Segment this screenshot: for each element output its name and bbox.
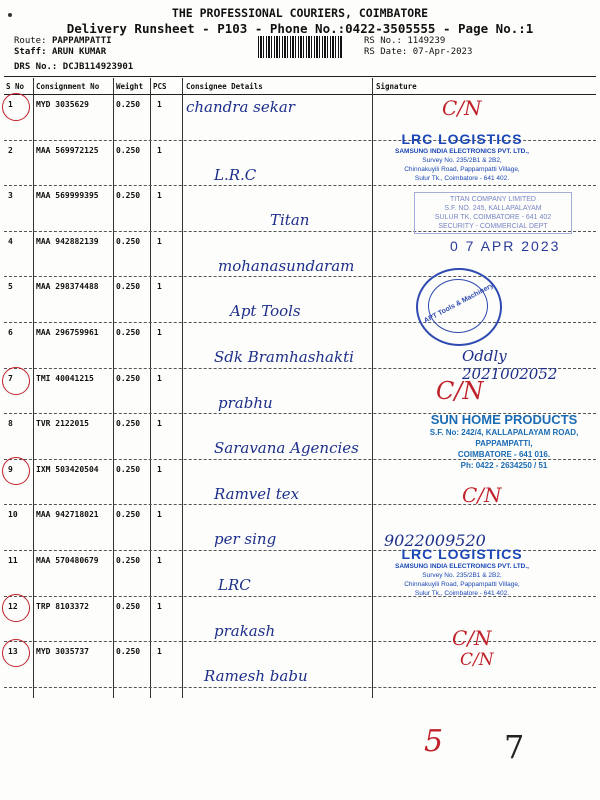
row-consignee-handwriting: Apt Tools: [230, 302, 301, 321]
col-divider-3: [150, 78, 151, 698]
row-consignee-handwriting: Saravana Agencies: [214, 439, 359, 458]
lrc-logistics-stamp-2: LRC LOGISTICS SAMSUNG INDIA ELECTRONICS PVT. LTD., Survey No. 235/2B1 & 2B2, Chinnakuyili Road, Pappampatti Village, Sulur Tk., Coimbatore - 641 402.: [395, 546, 529, 597]
col-divider-4: [182, 78, 183, 698]
row-pcs: 1: [157, 100, 162, 109]
row-sno: 5: [8, 282, 13, 292]
row-weight: 0.250: [116, 373, 141, 383]
row-pcs: 1: [157, 145, 162, 155]
row-pcs: 1: [157, 601, 162, 611]
table-row-divider: [4, 276, 596, 277]
row-sno: 4: [8, 236, 13, 246]
row-weight: 0.250: [116, 556, 141, 565]
row-sno: 7: [8, 373, 13, 383]
row-pcs: 1: [157, 419, 162, 429]
row-consignee-handwriting: Ramvel tex: [214, 484, 300, 503]
row-weight: 0.250: [116, 647, 141, 657]
table-row-divider: [4, 322, 596, 323]
row-sno: 8: [8, 419, 13, 429]
table-row-divider: [4, 185, 596, 186]
rs-no-line: RS No.: 1149239: [364, 36, 446, 46]
apt-tools-seal: APT Tools & Machinery: [416, 268, 502, 346]
row-sno: 1: [8, 100, 13, 109]
row-consignment-no: MYD 3035629: [36, 100, 89, 109]
row-pcs: 1: [157, 282, 162, 292]
route-value: PAPPAMPATTI: [51, 36, 112, 46]
red-circle-mark: [2, 457, 30, 485]
rs-date-line: RS Date: 07-Apr-2023: [364, 47, 473, 57]
rs-no-value: 1149239: [407, 36, 446, 46]
col-header-weight: Weight: [116, 82, 144, 91]
row-consignment-no: MYD 3035737: [36, 647, 89, 657]
row-sno: 9: [8, 464, 13, 474]
signature-row-10: 9022009520: [384, 531, 486, 550]
row-pcs: 1: [157, 373, 162, 383]
row-weight: 0.250: [116, 191, 141, 201]
signature-row-12: C/N: [452, 626, 492, 650]
row-consignment-no: MAA 942718021: [36, 510, 99, 520]
table-header-line: [4, 94, 596, 95]
company-title: THE PROFESSIONAL COURIERS, COIMBATORE: [171, 6, 429, 20]
row-weight: 0.250: [116, 100, 141, 109]
row-consignment-no: MAA 569999395: [36, 191, 99, 201]
red-circle-mark: [2, 639, 30, 667]
signature-row-1: C/N: [442, 96, 482, 120]
col-header-pcs: PCS: [153, 82, 167, 91]
row-consignee-handwriting: prabhu: [218, 393, 273, 412]
row-weight: 0.250: [116, 145, 141, 155]
row-consignee-handwriting: mohanasundaram: [218, 256, 355, 275]
footer-mark-right: 7: [504, 728, 525, 766]
table-row-divider: [4, 687, 596, 688]
col-divider-2: [113, 78, 114, 698]
row-consignee-handwriting: Sdk Bramhashakti: [214, 348, 354, 366]
table-row-divider: [4, 641, 596, 642]
date-stamp: 0 7 APR 2023: [450, 238, 561, 254]
row-pcs: 1: [157, 556, 162, 565]
drs-line: DRS No.: DCJB114923901: [14, 62, 134, 72]
row-pcs: 1: [157, 510, 162, 520]
col-header-signature: Signature: [376, 82, 417, 91]
row-pcs: 1: [157, 236, 162, 246]
row-pcs: 1: [157, 328, 162, 337]
row-consignment-no: MAA 569972125: [36, 145, 99, 155]
row-consignee-handwriting: per sing: [214, 530, 277, 549]
row-weight: 0.250: [116, 464, 141, 474]
red-circle-mark: [2, 594, 30, 622]
sun-home-products-stamp: SUN HOME PRODUCTS S.F. No: 242/4, KALLAPALAYAM ROAD, PAPPAMPATTI, COIMBATORE - 641 016. Ph: 0422 - 2634250 / 51: [429, 412, 579, 470]
red-circle-mark: [2, 367, 30, 395]
row-consignee-handwriting: L.R.C: [214, 165, 257, 184]
drs-value: DCJB114923901: [62, 62, 134, 72]
row-sno: 6: [8, 328, 13, 337]
col-divider-5: [372, 78, 373, 698]
barcode: [258, 36, 342, 58]
row-weight: 0.250: [116, 328, 141, 337]
lrc-logistics-stamp-1: LRC LOGISTICS SAMSUNG INDIA ELECTRONICS PVT. LTD., Survey No. 235/2B1 & 2B2, Chinnakuyili Road, Pappampatti Village, Sulur Tk., Coimbatore - 641 402.: [395, 131, 529, 182]
row-sno: 13: [8, 647, 18, 657]
row-consignee-handwriting: LRC: [218, 576, 251, 594]
row-weight: 0.250: [116, 510, 141, 520]
row-consignment-no: TRP 8103372: [36, 601, 89, 611]
row-weight: 0.250: [116, 601, 141, 611]
row-consignment-no: IXM 503420504: [36, 464, 99, 474]
staff-line: Staff: ARUN KUMAR: [14, 47, 107, 57]
row-consignee-handwriting: chandra sekar: [186, 98, 295, 116]
rs-date-value: 07-Apr-2023: [412, 47, 473, 57]
footer-mark-left: 5: [424, 724, 444, 759]
row-pcs: 1: [157, 464, 162, 474]
row-sno: 12: [8, 601, 18, 611]
row-pcs: 1: [157, 191, 162, 201]
row-sno: 10: [8, 510, 18, 520]
row-consignment-no: MAA 942882139: [36, 236, 99, 246]
table-top-line: [4, 76, 596, 77]
row-consignment-no: MAA 296759961: [36, 328, 99, 337]
row-sno: 3: [8, 191, 13, 201]
row-consignee-handwriting: Ramesh babu: [204, 667, 308, 686]
signature-row-7: C/N: [436, 377, 484, 405]
table-row-divider: [4, 504, 596, 505]
col-header-consignment: Consignment No: [36, 82, 100, 91]
row-consignee-handwriting: prakash: [214, 621, 276, 640]
signature-row-9: C/N: [462, 483, 502, 507]
row-consignment-no: TMI 40041215: [36, 373, 94, 383]
red-circle-mark: [2, 93, 30, 121]
row-consignee-handwriting: Titan: [270, 211, 310, 230]
col-divider-1: [33, 78, 34, 698]
runsheet-subtitle: Delivery Runsheet - P103 - Phone No.:0422-3505555 - Page No.:1: [66, 21, 534, 36]
row-consignment-no: TVR 2122015: [36, 419, 89, 429]
signature-row-13: C/N: [460, 650, 494, 670]
col-header-sno: S No: [6, 82, 25, 91]
titan-stamp: TITAN COMPANY LIMITED S.F. NO. 245, KALLAPALAYAM SULUR TK, COIMBATORE - 641 402 SECURITY - COMMERCIAL DEPT: [414, 192, 572, 234]
row-sno: 11: [8, 556, 18, 565]
row-pcs: 1: [157, 647, 162, 657]
route-line: Route: PAPPAMPATTI: [14, 36, 112, 46]
row-weight: 0.250: [116, 236, 141, 246]
signature-row-6: Oddly 2021002052: [462, 347, 558, 383]
row-weight: 0.250: [116, 419, 141, 429]
staff-value: ARUN KUMAR: [51, 47, 107, 57]
col-header-consignee: Consignee Details: [186, 82, 263, 91]
row-consignment-no: MAA 298374488: [36, 282, 99, 292]
row-weight: 0.250: [116, 282, 141, 292]
row-sno: 2: [8, 145, 13, 155]
row-consignment-no: MAA 570480679: [36, 556, 99, 565]
